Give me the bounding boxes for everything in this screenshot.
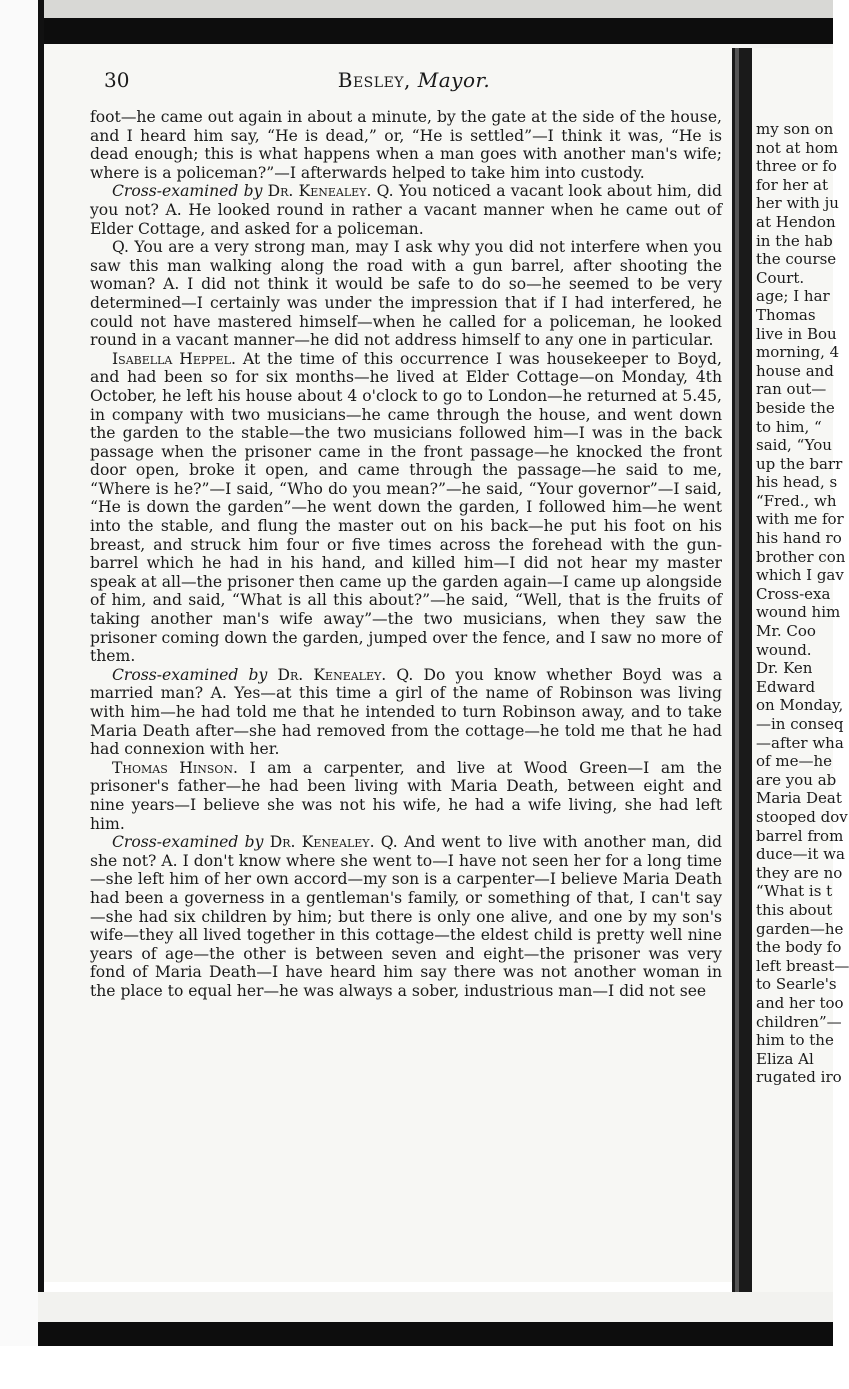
scan-left-margin bbox=[0, 0, 40, 1389]
right-page-line: “What is t bbox=[756, 882, 833, 901]
right-page-line: on Monday, bbox=[756, 696, 844, 715]
running-head bbox=[104, 68, 724, 92]
paragraph bbox=[90, 666, 722, 759]
right-page-line: Mr. Coo bbox=[756, 622, 816, 641]
right-page-line: “Fred., wh bbox=[756, 491, 837, 510]
right-page-line: Eliza Al bbox=[756, 1049, 814, 1068]
paragraph bbox=[90, 182, 722, 238]
right-page-line: the course bbox=[756, 250, 837, 269]
right-page-line: wound. bbox=[756, 640, 812, 659]
right-page-line: his head, s bbox=[756, 473, 838, 492]
cross-examined-label: Cross-examined by bbox=[112, 833, 270, 852]
page-number: 30 bbox=[104, 68, 130, 92]
book-gutter bbox=[732, 48, 754, 1292]
right-page-line: barrel from bbox=[756, 826, 844, 845]
cross-examined-label: Cross-examined by bbox=[112, 182, 268, 201]
paragraph bbox=[90, 350, 722, 666]
paragraph bbox=[90, 833, 722, 1000]
right-page-line: to him, “ bbox=[756, 417, 822, 436]
right-page-line: they are no bbox=[756, 863, 843, 882]
cross-examined-label: Cross-examined by bbox=[112, 665, 278, 684]
right-page-fragment bbox=[752, 48, 849, 1292]
scan-bottom-border bbox=[38, 1322, 833, 1346]
body-text bbox=[90, 108, 722, 1001]
right-page-line: not at hom bbox=[756, 138, 839, 157]
right-page-line: Thomas bbox=[756, 305, 816, 324]
scan-bottom-band bbox=[38, 1292, 833, 1322]
right-page-line: up the barr bbox=[756, 454, 843, 473]
paragraph-text: foot—he came out again in about a minute, by the gate at the side of the house, and I heard him say, “He is dead,” or, “He is settled”—I think it was, “He is dead enough; this is what happens when a man goes with another man's wife; where is a policeman?”—I afterwards helped to take him into custody. bbox=[90, 108, 722, 182]
right-page-line: this about bbox=[756, 900, 833, 919]
speaker-name: Dr. Kenealey. bbox=[267, 182, 372, 201]
right-page-line: left breast— bbox=[756, 956, 849, 975]
right-page-line: at Hendon bbox=[756, 212, 836, 231]
right-page-line: in the hab bbox=[756, 231, 833, 250]
running-head-title: Mayor. bbox=[417, 68, 491, 92]
scan-top-border bbox=[38, 18, 833, 44]
paragraph-text: At the time of this occurrence I was housekeeper to Boyd, and had been so for six months—he lived at Elder Cottage—on Monday, 4th October, he left his house about 4 o'clock to go to London—he returned at 5.45, in company with two musicians—he came through the house, and went down the garden to the stable—the two musicians followed him—I was in the back passage when the prisoner came in the front passage—he knocked the front door open, broke it open, and came through the passage—he said to me, “Where is he?”—I said, “Who do you mean?”—he said, “Your governor”—I said, “He is down the garden”—he went down the garden, I followed him—he went into the stable, and flung the master out on his back—he put his foot on his breast, and struck him four or five times across the forehead with the gun-barrel which he had in his hand, and killed him—I did not hear my master speak at all—the prisoner then came up the garden again—I came up alongside of him, and said, “What is all this about?”—he said, “Well, that is the fruits of taking another man's wife away”—the two musicians, when they saw the prisoner coming down the garden, jumped over the fence, and I saw no more of them. bbox=[90, 349, 722, 666]
paragraph-text: Q. You are a very strong man, may I ask why you did not interfere when you saw this man walking along the road with a gun barrel, after shooting the woman? A. I did not think it would be safe to do so—he seemed to be very determined—I certainly was under the impression that if I had interfered, he could not have mastered himself—when he called for a policeman, he looked round in a vacant manner—he did not address himself to any one in particular. bbox=[90, 238, 722, 350]
right-page-line: to Searle's bbox=[756, 975, 837, 994]
right-page-line: of me—he bbox=[756, 752, 832, 771]
right-page-text bbox=[756, 120, 849, 1087]
speaker-name: Dr. Kenealey. bbox=[277, 665, 387, 684]
right-page-line: which I gav bbox=[756, 566, 844, 585]
right-page-line: with me for bbox=[756, 510, 844, 529]
right-page-line: stooped dov bbox=[756, 807, 848, 826]
right-page-line: and her too bbox=[756, 993, 844, 1012]
right-page-line: house and bbox=[756, 361, 834, 380]
scan-bottom-margin bbox=[0, 1346, 833, 1389]
paragraph bbox=[90, 759, 722, 833]
right-page-line: beside the bbox=[756, 398, 835, 417]
right-page-line: live in Bou bbox=[756, 324, 837, 343]
paragraph-text: Q. Do you know whether Boyd was a married man? A. Yes—at this time a girl of the name of Robinson was living with him—he had told me that he intended to turn Robinson away, and to take Maria Death after—she had removed from the cottage—he told me that he had had connexion with her. bbox=[90, 665, 722, 759]
paragraph-text: Q. And went to live with another man, did she not? A. I don't know where she went to—I have not seen her for a long time—she left him of her own accord—my son is a carpenter—I believe Maria Death had been a governess in a gentleman's family, or something of that, I can't say—she had six children by him; but there is only one alive, and one by my son's wife—they all lived together in this cottage—the eldest child is pretty well nine years of age—the other is between seven and eight—the prisoner was very fond of Maria Death—I have heard him say there was not another woman in the place to equal her—he was always a sober, industrious man—I did not see bbox=[90, 833, 723, 1000]
right-page-line: brother con bbox=[756, 547, 846, 566]
right-page-line: him to the bbox=[756, 1031, 834, 1050]
right-page-line: her with ju bbox=[756, 194, 839, 213]
right-page-line: Maria Deat bbox=[756, 789, 842, 808]
right-page-line: rugated iro bbox=[756, 1068, 842, 1087]
paragraph bbox=[90, 108, 722, 182]
right-page-line: Cross-exa bbox=[756, 584, 831, 603]
paragraph bbox=[90, 238, 722, 350]
right-page-line: Dr. Ken bbox=[756, 659, 813, 678]
right-page-line: my son on bbox=[756, 120, 834, 138]
right-page-line: wound him bbox=[756, 603, 841, 622]
right-page-line: children”— bbox=[756, 1012, 842, 1031]
paragraph-text: I am a carpenter, and live at Wood Green—I am the prisoner's father—he had been living with Maria Death, between eight and nine years—I believe she was not his wife, he had a wife living, she had left him. bbox=[90, 758, 722, 833]
page-header bbox=[104, 68, 724, 98]
right-page-line: said, “You bbox=[756, 436, 832, 455]
right-page-line: his hand ro bbox=[756, 529, 842, 548]
right-page-line: —in conseq bbox=[756, 715, 844, 733]
right-page-line: morning, 4 bbox=[756, 343, 840, 362]
right-page-line: ran out— bbox=[756, 380, 827, 399]
right-page-line: age; I har bbox=[756, 287, 830, 306]
paragraph-text: Q. You noticed a vacant look about him, did you not? A. He looked round in rather a vacant manner when he came out of Elder Cottage, and asked for a policeman. bbox=[90, 182, 722, 238]
right-page-line: Edward bbox=[756, 677, 816, 696]
right-page-line: —after wha bbox=[756, 733, 844, 752]
right-page-line: are you ab bbox=[756, 770, 837, 789]
right-page-line: three or fo bbox=[756, 157, 837, 176]
right-page-line: the body fo bbox=[756, 938, 842, 957]
right-page-line: Court. bbox=[756, 268, 805, 287]
right-page-line: garden—he bbox=[756, 919, 844, 938]
right-page-line: for her at bbox=[756, 175, 828, 194]
speaker-name: Isabella Heppel. bbox=[112, 349, 236, 368]
speaker-name: Thomas Hinson. bbox=[112, 758, 239, 777]
running-head-name: Besley, bbox=[337, 68, 411, 92]
right-page-line: duce—it wa bbox=[756, 845, 845, 864]
speaker-name: Dr. Kenealey. bbox=[269, 833, 375, 852]
